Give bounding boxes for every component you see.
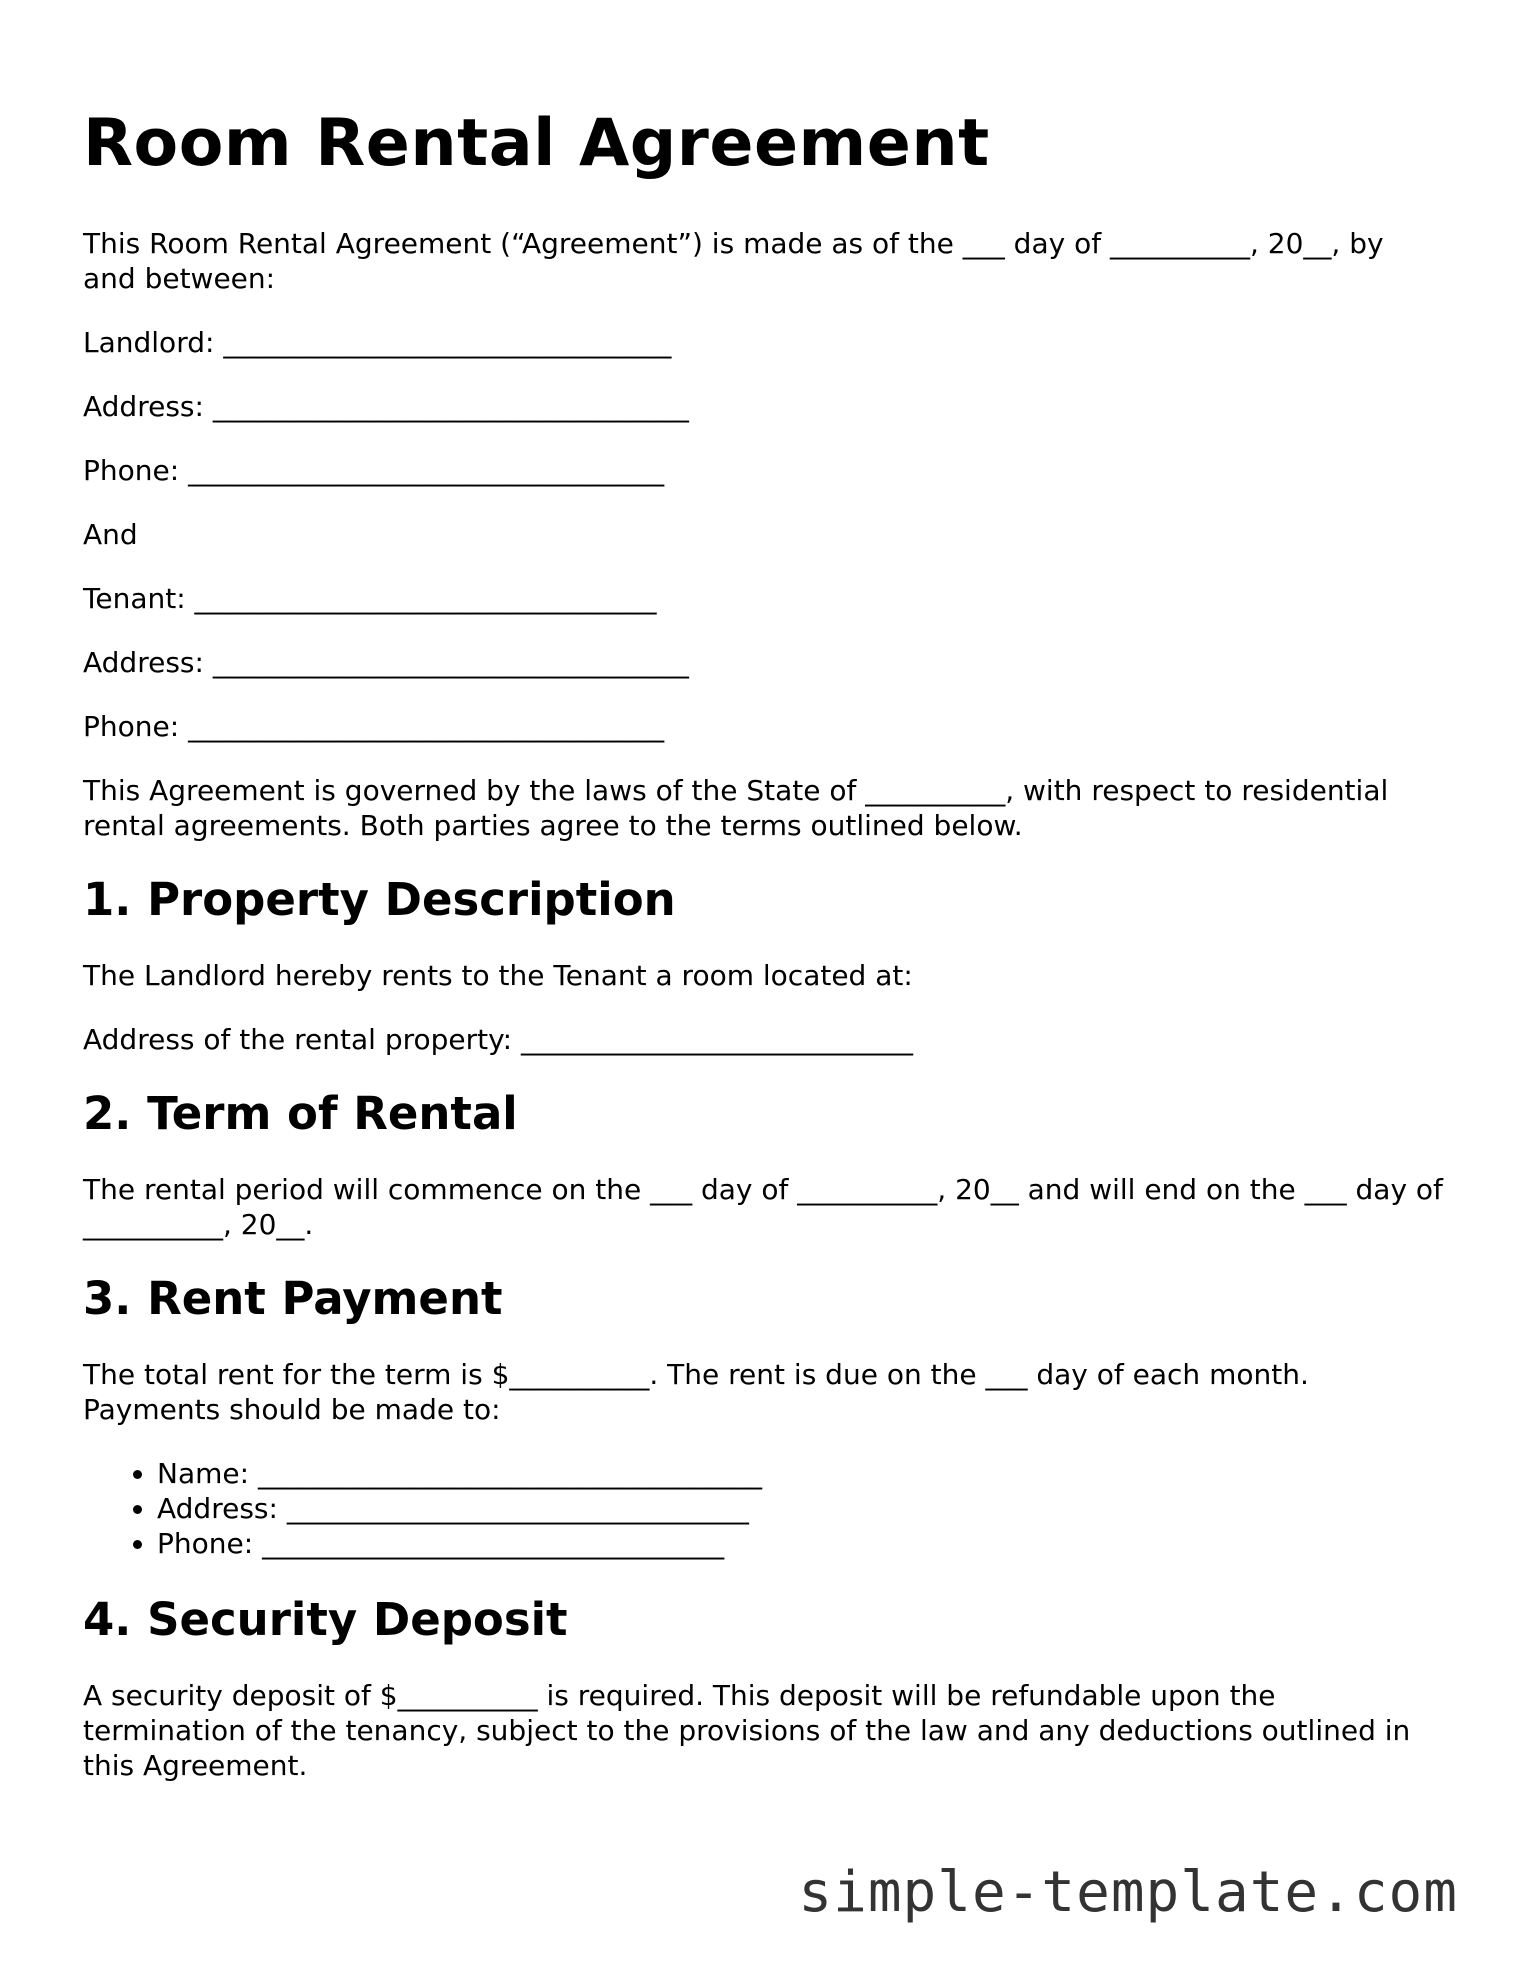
watermark: simple-template.com: [798, 1860, 1458, 1925]
term-of-rental-heading: 2. Term of Rental: [83, 1087, 518, 1140]
rent-payment-text: The total rent for the term is $__________. The rent is due on the ___ day of each month. Payments should be made to:: [83, 1358, 1309, 1426]
property-description-heading: 1. Property Description: [83, 873, 676, 926]
landlord-name-field: Landlord: ________________________________: [83, 326, 672, 359]
tenant-name-field: Tenant: _________________________________: [83, 582, 657, 615]
rent-payment-heading: 3. Rent Payment: [83, 1272, 503, 1325]
document-title: Room Rental Agreement: [83, 106, 990, 181]
tenant-address-field: Address: __________________________________: [83, 646, 689, 679]
rental-property-address-field: Address of the rental property: ____________________________: [83, 1023, 913, 1056]
governing-law-paragraph: This Agreement is governed by the laws of the State of __________, with respect to residential rental agreements. Both parties agree to the terms outlined below.: [83, 774, 1389, 842]
and-separator: And: [83, 518, 138, 551]
security-deposit-text: A security deposit of $__________ is required. This deposit will be refundable upon the termination of the tenancy, subject to the provisions of the law and any deductions outlined in this Agreement.: [83, 1679, 1411, 1782]
intro-paragraph: This Room Rental Agreement (“Agreement”) is made as of the ___ day of __________, 20__, by and between:: [83, 227, 1384, 295]
term-of-rental-text: The rental period will commence on the ___ day of __________, 20__ and will end on the ___ day of __________, 20__.: [83, 1173, 1443, 1241]
payment-recipient-list: [83, 1456, 1444, 1561]
landlord-address-field: Address: __________________________________: [83, 390, 689, 423]
list-item: • Phone: _________________________________: [157, 1526, 1444, 1561]
landlord-phone-field: Phone: __________________________________: [83, 454, 665, 487]
list-item: • Name: ____________________________________: [157, 1456, 1444, 1491]
list-item: • Address: _________________________________: [157, 1491, 1444, 1526]
tenant-phone-field: Phone: __________________________________: [83, 710, 665, 743]
property-description-text: The Landlord hereby rents to the Tenant a room located at:: [83, 959, 913, 992]
security-deposit-heading: 4. Security Deposit: [83, 1593, 568, 1646]
